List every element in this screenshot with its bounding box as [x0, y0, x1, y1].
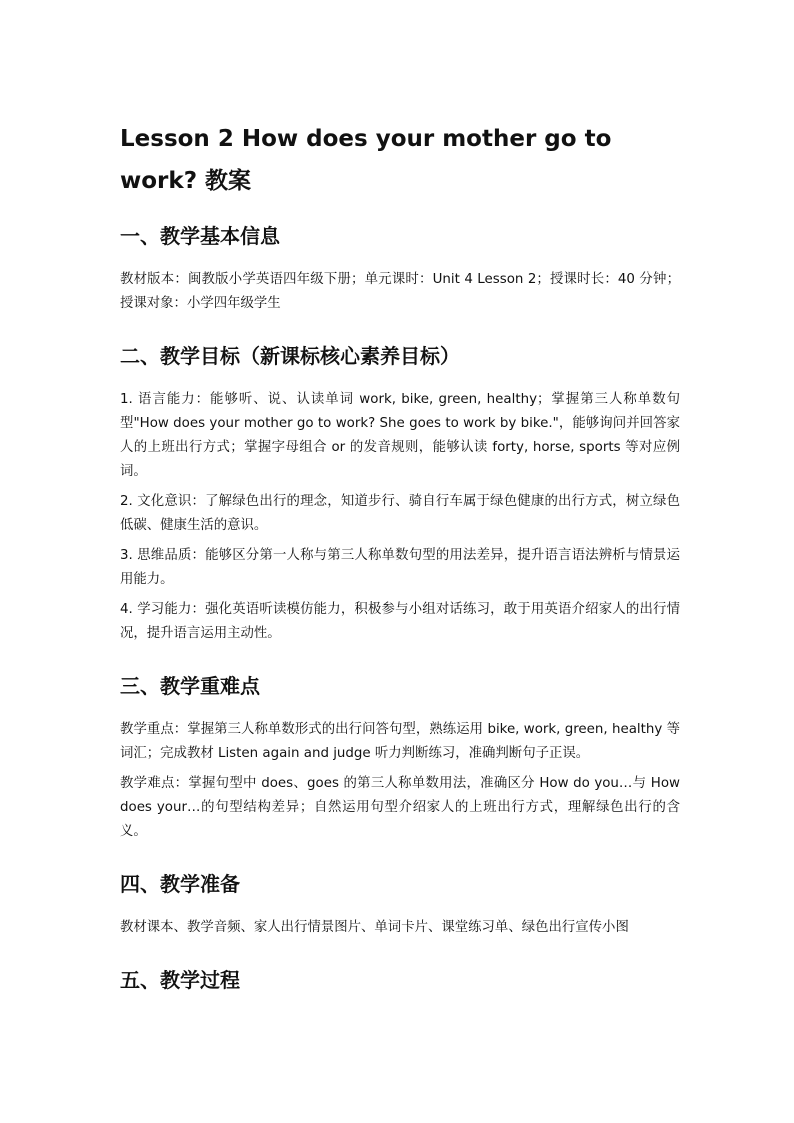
paragraph: 2. 文化意识：了解绿色出行的理念，知道步行、骑自行车属于绿色健康的出行方式，树立绿色低碳、健康生活的意识。 [120, 494, 680, 533]
paragraph: 3. 思维品质：能够区分第一人称与第三人称单数句型的用法差异，提升语言语法辨析与情景运用能力。 [120, 548, 680, 587]
section-heading: 二、教学目标（新课标核心素养目标） [120, 344, 460, 368]
paragraph: 教学重点：掌握第三人称单数形式的出行问答句型，熟练运用 bike, work, green, healthy 等词汇；完成教材 Listen again and judge 听力判断练习，准确判断句子正误。 [120, 722, 680, 761]
paragraph: 4. 学习能力：强化英语听读模仿能力，积极参与小组对话练习，敢于用英语介绍家人的出行情况，提升语言运用主动性。 [120, 602, 680, 641]
document-title: Lesson 2 How does your mother go to work? 教案 [120, 126, 612, 194]
paragraph: 教材课本、教学音频、家人出行情景图片、单词卡片、课堂练习单、绿色出行宣传小图 [120, 920, 629, 935]
paragraph: 1. 语言能力：能够听、说、认读单词 work, bike, green, healthy；掌握第三人称单数句型"How does your mother go to work? She goes to work by bike."，能够询问并回答家人的上班出行方式；掌握字母组合 or 的发音规则，能够认读 forty, horse, sports 等对应例词。 [120, 392, 680, 479]
section-key-points [120, 672, 680, 844]
section-objectives [120, 342, 680, 646]
document-page [120, 118, 680, 1012]
paragraph: 教材版本：闽教版小学英语四年级下册；单元课时：Unit 4 Lesson 2；授课时长：40 分钟；授课对象：小学四年级学生 [120, 272, 680, 311]
section-heading: 四、教学准备 [120, 872, 240, 896]
section-basic-info [120, 222, 680, 316]
section-heading: 五、教学过程 [120, 968, 240, 992]
section-preparation [120, 870, 680, 940]
section-process [120, 966, 680, 994]
paragraph: 教学难点：掌握句型中 does、goes 的第三人称单数用法，准确区分 How do you…与 How does your…的句型结构差异；自然运用句型介绍家人的上班出行方式，理解绿色出行的含义。 [120, 776, 680, 839]
section-heading: 一、教学基本信息 [120, 224, 280, 248]
section-heading: 三、教学重难点 [120, 674, 260, 698]
